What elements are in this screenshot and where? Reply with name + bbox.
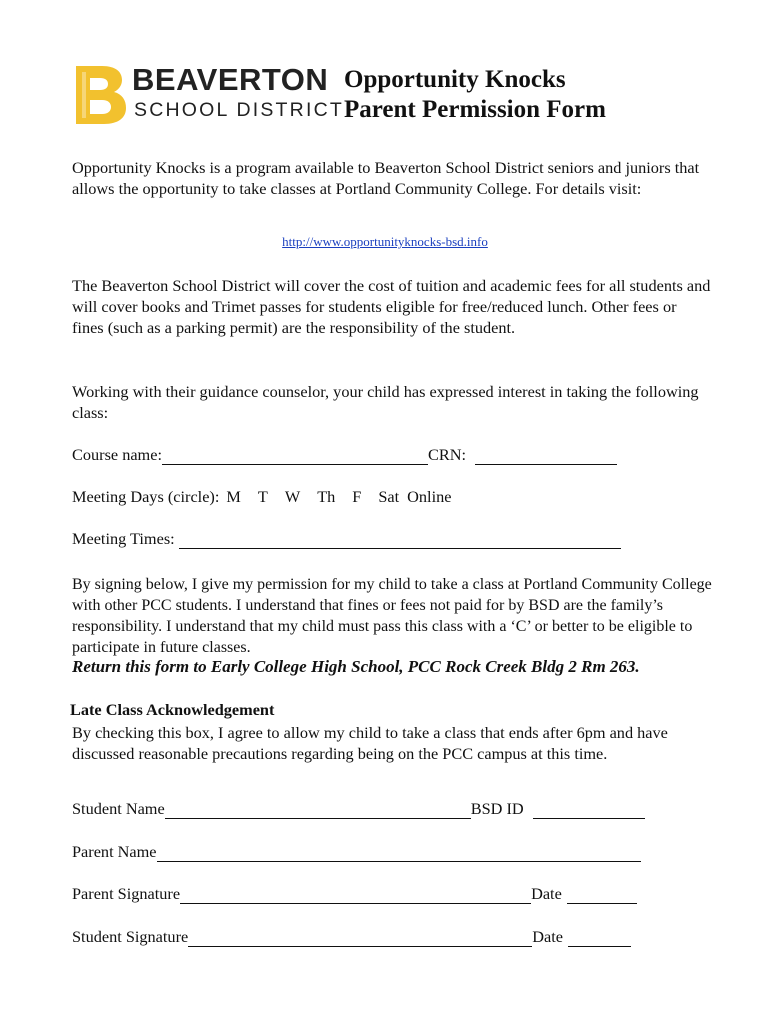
logo-wordmark-bottom: SCHOOL DISTRICT: [134, 99, 344, 121]
form-title-line1: Opportunity Knocks: [344, 66, 566, 93]
cost-paragraph: The Beaverton School District will cover the cost of tuition and academic fees for all students and will cover books and Trimet passes for students eligible for free/reduced lunch. Other fees or fines (such as a parking permit) are the responsibility of the student.: [72, 276, 711, 337]
parent-name-field[interactable]: [157, 844, 641, 862]
student-date-field[interactable]: [568, 929, 631, 947]
details-link[interactable]: http://www.opportunityknocks-bsd.info: [282, 234, 488, 249]
parent-date-label: Date: [531, 884, 562, 903]
student-name-field[interactable]: [165, 801, 471, 819]
course-name-label: Course name:: [72, 445, 162, 464]
meeting-days-label: Meeting Days (circle):: [72, 487, 220, 506]
crn-label: CRN:: [427, 445, 466, 464]
student-name-row: [72, 799, 645, 819]
meeting-times-row: [72, 529, 621, 549]
permission-paragraph: By signing below, I give my permission for my child to take a class at Portland Community College with other PCC students. I understand that fines or fees not paid for by BSD are the family’s responsibility. I understand that my child must pass this class with a ‘C’ or better to be eligible to participate in future classes.: [72, 576, 712, 656]
district-logo: [72, 62, 344, 126]
student-signature-label: Student Signature: [72, 927, 189, 946]
student-date-label: Date: [532, 927, 563, 946]
day-option-t[interactable]: T: [257, 487, 268, 506]
parent-date-field[interactable]: [567, 886, 637, 904]
crn-field[interactable]: [475, 447, 617, 465]
parent-name-label: Parent Name: [72, 842, 157, 861]
parent-name-row: [72, 842, 641, 862]
meeting-times-field[interactable]: [179, 531, 621, 549]
course-row: [72, 445, 617, 465]
day-option-sat[interactable]: Sat: [378, 487, 400, 506]
parent-signature-field[interactable]: [180, 886, 531, 904]
return-instructions: Return this form to Early College High School, PCC Rock Creek Bldg 2 Rm 263.: [72, 657, 640, 676]
day-option-m[interactable]: M: [226, 487, 241, 506]
day-option-f[interactable]: F: [352, 487, 362, 506]
form-title-line2: Parent Permission Form: [344, 96, 606, 123]
day-option-w[interactable]: W: [284, 487, 301, 506]
bsd-id-label: BSD ID: [470, 799, 524, 818]
logo-wordmark-top: BEAVERTON: [132, 62, 329, 97]
district-b-mark-icon: [72, 64, 128, 126]
late-class-text: By checking this box, I agree to allow my child to take a class that ends after 6pm and have discussed reasonable precautions regarding being on the PCC campus at this time.: [72, 723, 668, 763]
day-option-th[interactable]: Th: [317, 487, 336, 506]
parent-signature-label: Parent Signature: [72, 884, 181, 903]
student-signature-field[interactable]: [188, 929, 532, 947]
late-class-heading: Late Class Acknowledgement: [70, 700, 275, 719]
meeting-times-label: Meeting Times:: [72, 529, 175, 548]
meeting-days-row: [72, 487, 468, 507]
intro-paragraph: Opportunity Knocks is a program available to Beaverton School District seniors and juniors that allows the opportunity to take classes at Portland Community College. For details visit:: [72, 158, 700, 198]
student-signature-row: [72, 927, 631, 947]
bsd-id-field[interactable]: [533, 801, 645, 819]
counselor-paragraph: Working with their guidance counselor, your child has expressed interest in taking the following class:: [72, 382, 699, 422]
day-option-online[interactable]: Online: [407, 487, 452, 506]
course-name-field[interactable]: [162, 447, 428, 465]
student-name-label: Student Name: [72, 799, 165, 818]
parent-signature-row: [72, 884, 637, 904]
